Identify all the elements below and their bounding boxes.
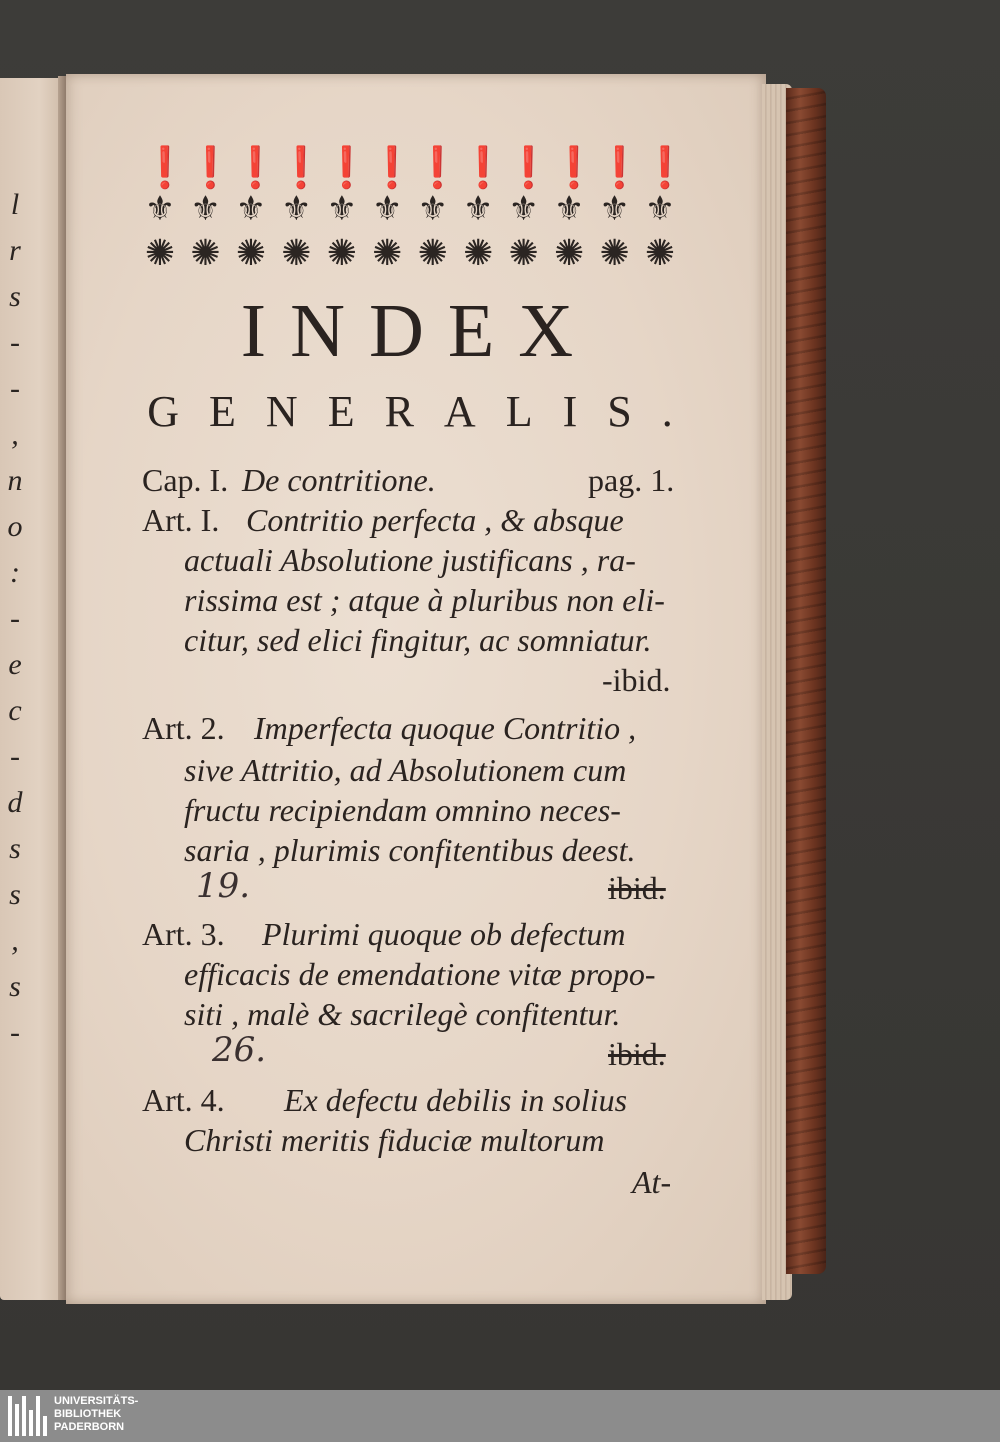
art2-label: Art. 2. — [142, 710, 225, 746]
art3-label: Art. 3. — [142, 916, 225, 952]
ornament-rosette-icon: ✺ — [281, 233, 312, 273]
left-page-fragment: s — [9, 280, 21, 313]
ornament-rosette-icon: ✺ — [599, 233, 630, 273]
left-page-fragment: , — [11, 418, 19, 451]
left-page-fragment: - — [10, 372, 20, 405]
left-page-fragment: - — [10, 1016, 20, 1049]
ornament-rosette-icon: ✺ — [553, 233, 585, 273]
catchword: At- — [632, 1164, 672, 1200]
art2-line1: Imperfecta quoque Contritio , — [254, 710, 637, 746]
ornament-rosette-icon: ✺ — [326, 233, 357, 273]
left-page-fragment: - — [10, 326, 20, 359]
left-page-fragment: d — [7, 786, 23, 819]
ornament-top-glyph-icon: ❗ — [276, 145, 327, 190]
title-generalis: GENERALIS. — [147, 387, 703, 436]
ornament-fleur-icon: ⚜ — [462, 191, 494, 228]
library-logo-icon — [8, 1396, 48, 1436]
art4-label: Art. 4. — [142, 1082, 225, 1118]
left-page-fragment: n — [7, 464, 23, 497]
cap1-label: Cap. I. — [142, 462, 229, 498]
art3-page-struck: ibid. — [608, 1036, 666, 1072]
art3-manuscript-page: 26. — [212, 1030, 267, 1070]
ornament-top-glyph-icon: ❗ — [594, 145, 645, 190]
left-page-fragment: , — [11, 924, 19, 957]
library-footer — [0, 1390, 1000, 1442]
title-index: INDEX — [240, 289, 598, 373]
cap1-page: pag. 1. — [588, 462, 675, 498]
ornament-row-middle — [140, 188, 680, 232]
ornament-fleur-icon: ⚜ — [599, 191, 630, 228]
ornament-fleur-icon: ⚜ — [326, 191, 358, 228]
art2-line2: sive Attritio, ad Absolutionem cum — [184, 752, 627, 788]
left-page-fragment: - — [10, 602, 20, 635]
ornament-row-top — [140, 145, 690, 190]
art2-manuscript-page: 19. — [196, 866, 251, 906]
left-page-fragment: r — [9, 234, 21, 267]
ornament-fleur-icon: ⚜ — [644, 191, 676, 228]
ornament-top-glyph-icon: ❗ — [230, 145, 281, 190]
left-page-fragment: s — [9, 878, 21, 911]
ornament-top-glyph-icon: ❗ — [185, 145, 236, 190]
ornament-rosette-icon: ✺ — [508, 233, 539, 273]
library-name-line3: PADERBORN — [54, 1421, 125, 1433]
ornament-top-glyph-icon: ❗ — [321, 145, 372, 190]
art1-line4: citur, sed elici fingitur, ac somniatur. — [184, 622, 652, 658]
ornament-rosette-icon: ✺ — [235, 233, 266, 273]
ornament-rosette-icon: ✺ — [417, 233, 448, 273]
ornament-fleur-icon: ⚜ — [235, 191, 267, 228]
art3-line3: siti , malè & sacrilegè confitentur. — [184, 996, 621, 1032]
ornament-fleur-icon: ⚜ — [508, 191, 539, 228]
ornament-top-glyph-icon: ❗ — [639, 145, 690, 190]
art2-line4: saria , plurimis confitentibus deest. — [184, 832, 636, 868]
left-page-fragment: s — [9, 970, 21, 1003]
ornament-rosette-icon: ✺ — [463, 233, 494, 273]
ornament-top-glyph-icon: ❗ — [412, 145, 463, 190]
ornament-fleur-icon: ⚜ — [281, 191, 312, 228]
ornament-top-glyph-icon: ❗ — [503, 145, 554, 190]
art1-line3: rissima est ; atque à pluribus non eli- — [184, 582, 665, 618]
ornament-row-bottom — [140, 234, 680, 272]
left-page-fragment: o — [7, 510, 23, 543]
ornament-fleur-icon: ⚜ — [417, 191, 448, 228]
ornament-fleur-icon: ⚜ — [553, 191, 585, 228]
ornament-fleur-icon: ⚜ — [372, 191, 403, 228]
art2-line3: fructu recipiendam omnino neces- — [184, 792, 621, 828]
ornament-top-glyph-icon: ❗ — [140, 145, 190, 190]
ornament-band — [140, 145, 690, 273]
art1-label: Art. I. — [142, 502, 220, 538]
ornament-rosette-icon: ✺ — [190, 233, 221, 273]
art1-line1: Contritio perfecta , & absque — [246, 502, 624, 538]
library-name-line1: UNIVERSITÄTS- — [54, 1395, 139, 1407]
art2-page-struck: ibid. — [608, 870, 666, 906]
left-page-fragment: s — [9, 832, 21, 865]
leather-cover — [786, 88, 826, 1274]
art4-line1: Ex defectu debilis in solius — [284, 1082, 628, 1118]
left-page-fragment: l — [10, 188, 20, 221]
ornament-rosette-icon: ✺ — [644, 233, 676, 273]
library-name — [54, 1395, 138, 1434]
left-page-fragment: e — [8, 648, 22, 681]
art1-line2: actuali Absolutione justificans , ra- — [184, 542, 636, 578]
left-page-fragment: : — [10, 556, 20, 589]
left-page-fragment: - — [10, 740, 20, 773]
left-facing-page — [0, 78, 66, 1300]
ornament-fleur-icon: ⚜ — [190, 191, 221, 228]
cap1-text: De contritione. — [242, 462, 436, 498]
library-name-line2: BIBLIOTHEK — [54, 1408, 122, 1420]
art1-page: -ibid. — [602, 662, 671, 698]
ornament-top-glyph-icon: ❗ — [458, 145, 508, 190]
ornament-top-glyph-icon: ❗ — [549, 145, 599, 190]
art3-line1: Plurimi quoque ob defectum — [262, 916, 626, 952]
art4-line2: Christi meritis fiduciæ multorum — [184, 1122, 605, 1158]
ornament-fleur-icon: ⚜ — [144, 191, 176, 228]
left-page-fragment: c — [8, 694, 22, 727]
ornament-rosette-icon: ✺ — [372, 233, 403, 273]
ornament-top-glyph-icon: ❗ — [367, 145, 418, 190]
art3-line2: efficacis de emendatione vitæ propo- — [184, 956, 656, 992]
ornament-rosette-icon: ✺ — [144, 233, 176, 273]
